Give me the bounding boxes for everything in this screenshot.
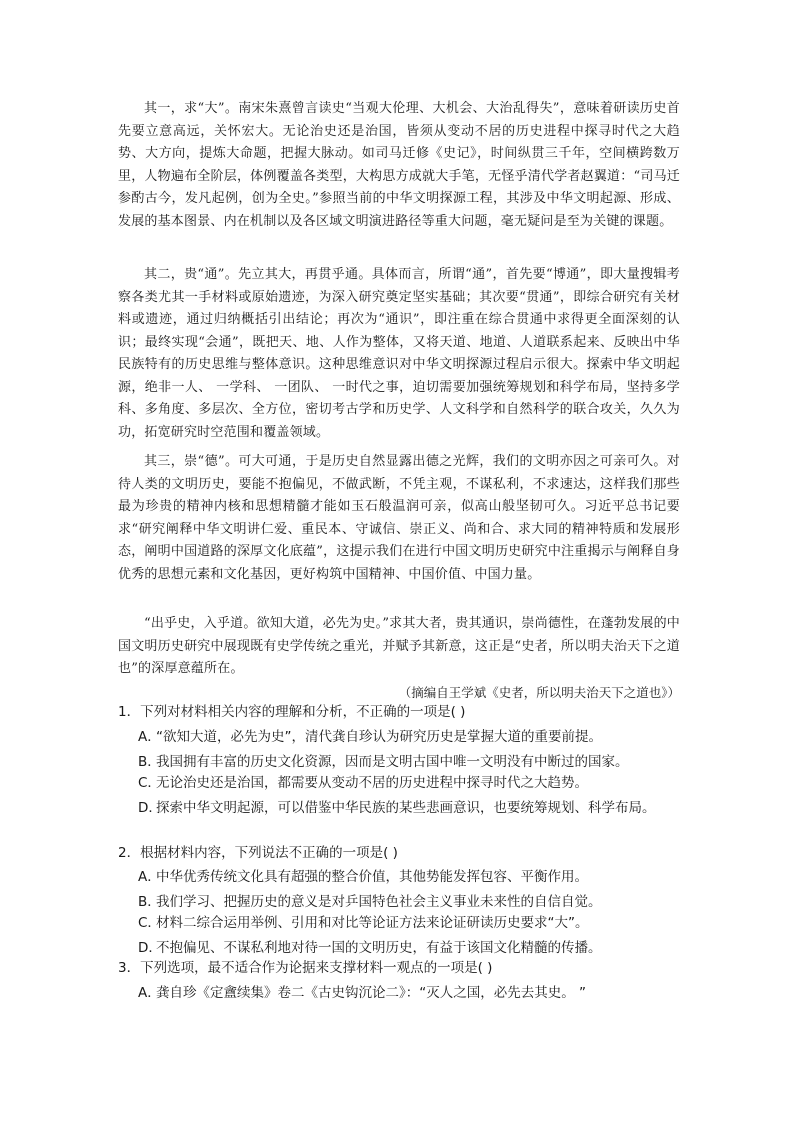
passage-paragraph-3: 其三，崇“德”。可大可通，于是历史自然显露出德之光辉，我们的文明亦因之可亲可久。对待人类的文明历史，要能不抱偏见，不做武断，不凭主观，不谋私利，不求速达，这样我们那些最为珍贵的精神内核和思想精髓才能如玉石般温润可亲，似高山般坚韧可久。习近平总书记要求“研究阐释中华文明讲仁爱、重民本、守诚信、崇正义、尚和合、求大同的精神特质和发展形态，阐明中国道路的深厚文化底蕴”，这提示我们在进行中国文明历史研究中注重揭示与阐释自身优秀的思想元素和文化基因，更好构筑中国精神、中国价值、中国力量。 [118,454,680,582]
option-text: 中华优秀传统文化具有超强的整合价值，其他势能发挥包容、平衡作用。 [156,869,588,885]
option-letter: C． [138,915,161,931]
question-2-stem: 2．根据材料内容，下列说法不正确的一项是( ) [118,845,398,861]
option-letter: A． [138,869,161,885]
question-1-option-a [138,727,706,748]
passage-source: （摘编自王学斌《史者，所以明夫治天下之道也》） [398,685,680,700]
option-text: 龚自珍《定盦续集》卷二《古史钩沉论二》：“灭人之国，必先去其史。 ” [156,985,587,1001]
option-text: “欲知大道，必先为史”，清代龚自珍认为研究历史是掌握大道的重要前提。 [156,729,602,745]
passage-paragraph-2: 其二，贵“通”。先立其大，再贯乎通。具体而言，所谓“通”，首先要“博通”，即大量搜辑考察各类尤其一手材料或原始遗迹，为深入研究奠定坚实基础；其次要“贯通”，即综合研究有关材料或遗迹，通过归纳概括引出结论；再次为“通识”，即注重在综合贯通中求得更全面深刻的认识；最终实现“会通”，既把天、地、人作为整体，又将天道、地道、人道联系起来、反映出中华民族特有的历史思维与整体意识。这种思维意识对中华文明探源过程启示很大。探索中华文明起源，绝非一人、 一学科、 一团队、 一时代之事，迫切需要加强统筹规划和科学布局，坚持多学科、多角度、多层次、全方位，密切考古学和历史学、人文科学和自然科学的联合攻关，久久为功，拓宽研究时空范围和覆盖领域。 [118,267,680,440]
option-letter: C． [138,775,161,791]
option-text: 探索中华文明起源，可以借鉴中华民族的某些悲画意识，也要统筹规划、科学布局。 [156,800,656,816]
option-letter: D． [138,800,162,816]
option-text: 材料二综合运用举例、引用和对比等论证方法来论证研读历史要求“大”。 [156,915,589,931]
question-3-stem: 3．下列选项，最不适合作为论据来支撑材料一观点的一项是( ) [118,960,493,976]
question-3-option-a [138,983,706,1004]
option-letter: D． [138,940,162,956]
option-letter: B． [138,754,161,770]
question-1-option-b [138,752,706,773]
option-text: 我们学习、把握历史的意义是对乒国特色社会主义事业未来性的自信自觉。 [156,894,602,910]
question-1-stem: 1．下列对材料相关内容的理解和分析，不正确的一项是( ) [118,704,466,720]
option-text: 不抱偏见、不谋私利地对待一国的文明历史，有益于该国文化精髓的传播。 [156,940,602,956]
option-letter: B． [138,894,161,910]
question-2-option-b [138,892,706,913]
question-2-option-a [138,867,706,888]
question-2-option-d [138,938,706,959]
question-1-option-d [138,798,706,819]
option-text: 无论治史还是治国，都需要从变动不居的历史进程中探寻时代之大趋势。 [156,775,588,791]
option-letter: A． [138,729,161,745]
question-2-option-c [138,913,706,934]
option-text: 我国拥有丰富的历史文化资源，因而是文明古国中唯一文明没有中断过的国家。 [156,754,629,770]
question-1-option-c [138,773,706,794]
passage-paragraph-1: 其一，求“大”。南宋朱熹曾言读史“当观大伦理、大机会、大治乱得失”，意味着研读历史首先要立意高远，关怀宏大。无论治史还是治国，皆须从变动不居的历史进程中探寻时代之大趋势、大方向，提炼大命题，把握大脉动。如司马迁修《史记》，时间纵贯三千年，空间横跨数万里，人物遍布全阶层，体例覆盖各类型，大构思方成就大手笔，无怪乎清代学者赵翼道：“司马迁参酌古今，发凡起例，创为全史。”参照当前的中华文明探源工程，其涉及中华文明起源、形成、发展的基本图景、内在机制以及各区域文明演进路径等重大问题，毫无疑问是至为关键的课题。 [118,101,680,229]
option-letter: A． [138,985,161,1001]
passage-paragraph-4: “出乎史，入乎道。欲知大道，必先为史。”求其大者，贵其通识，崇尚德性，在蓬勃发展的中国文明历史研究中展现既有史学传统之重光，并赋予其新意，这正是“史者，所以明夫治天下之道也”的深厚意蕴所在。 [118,616,680,676]
